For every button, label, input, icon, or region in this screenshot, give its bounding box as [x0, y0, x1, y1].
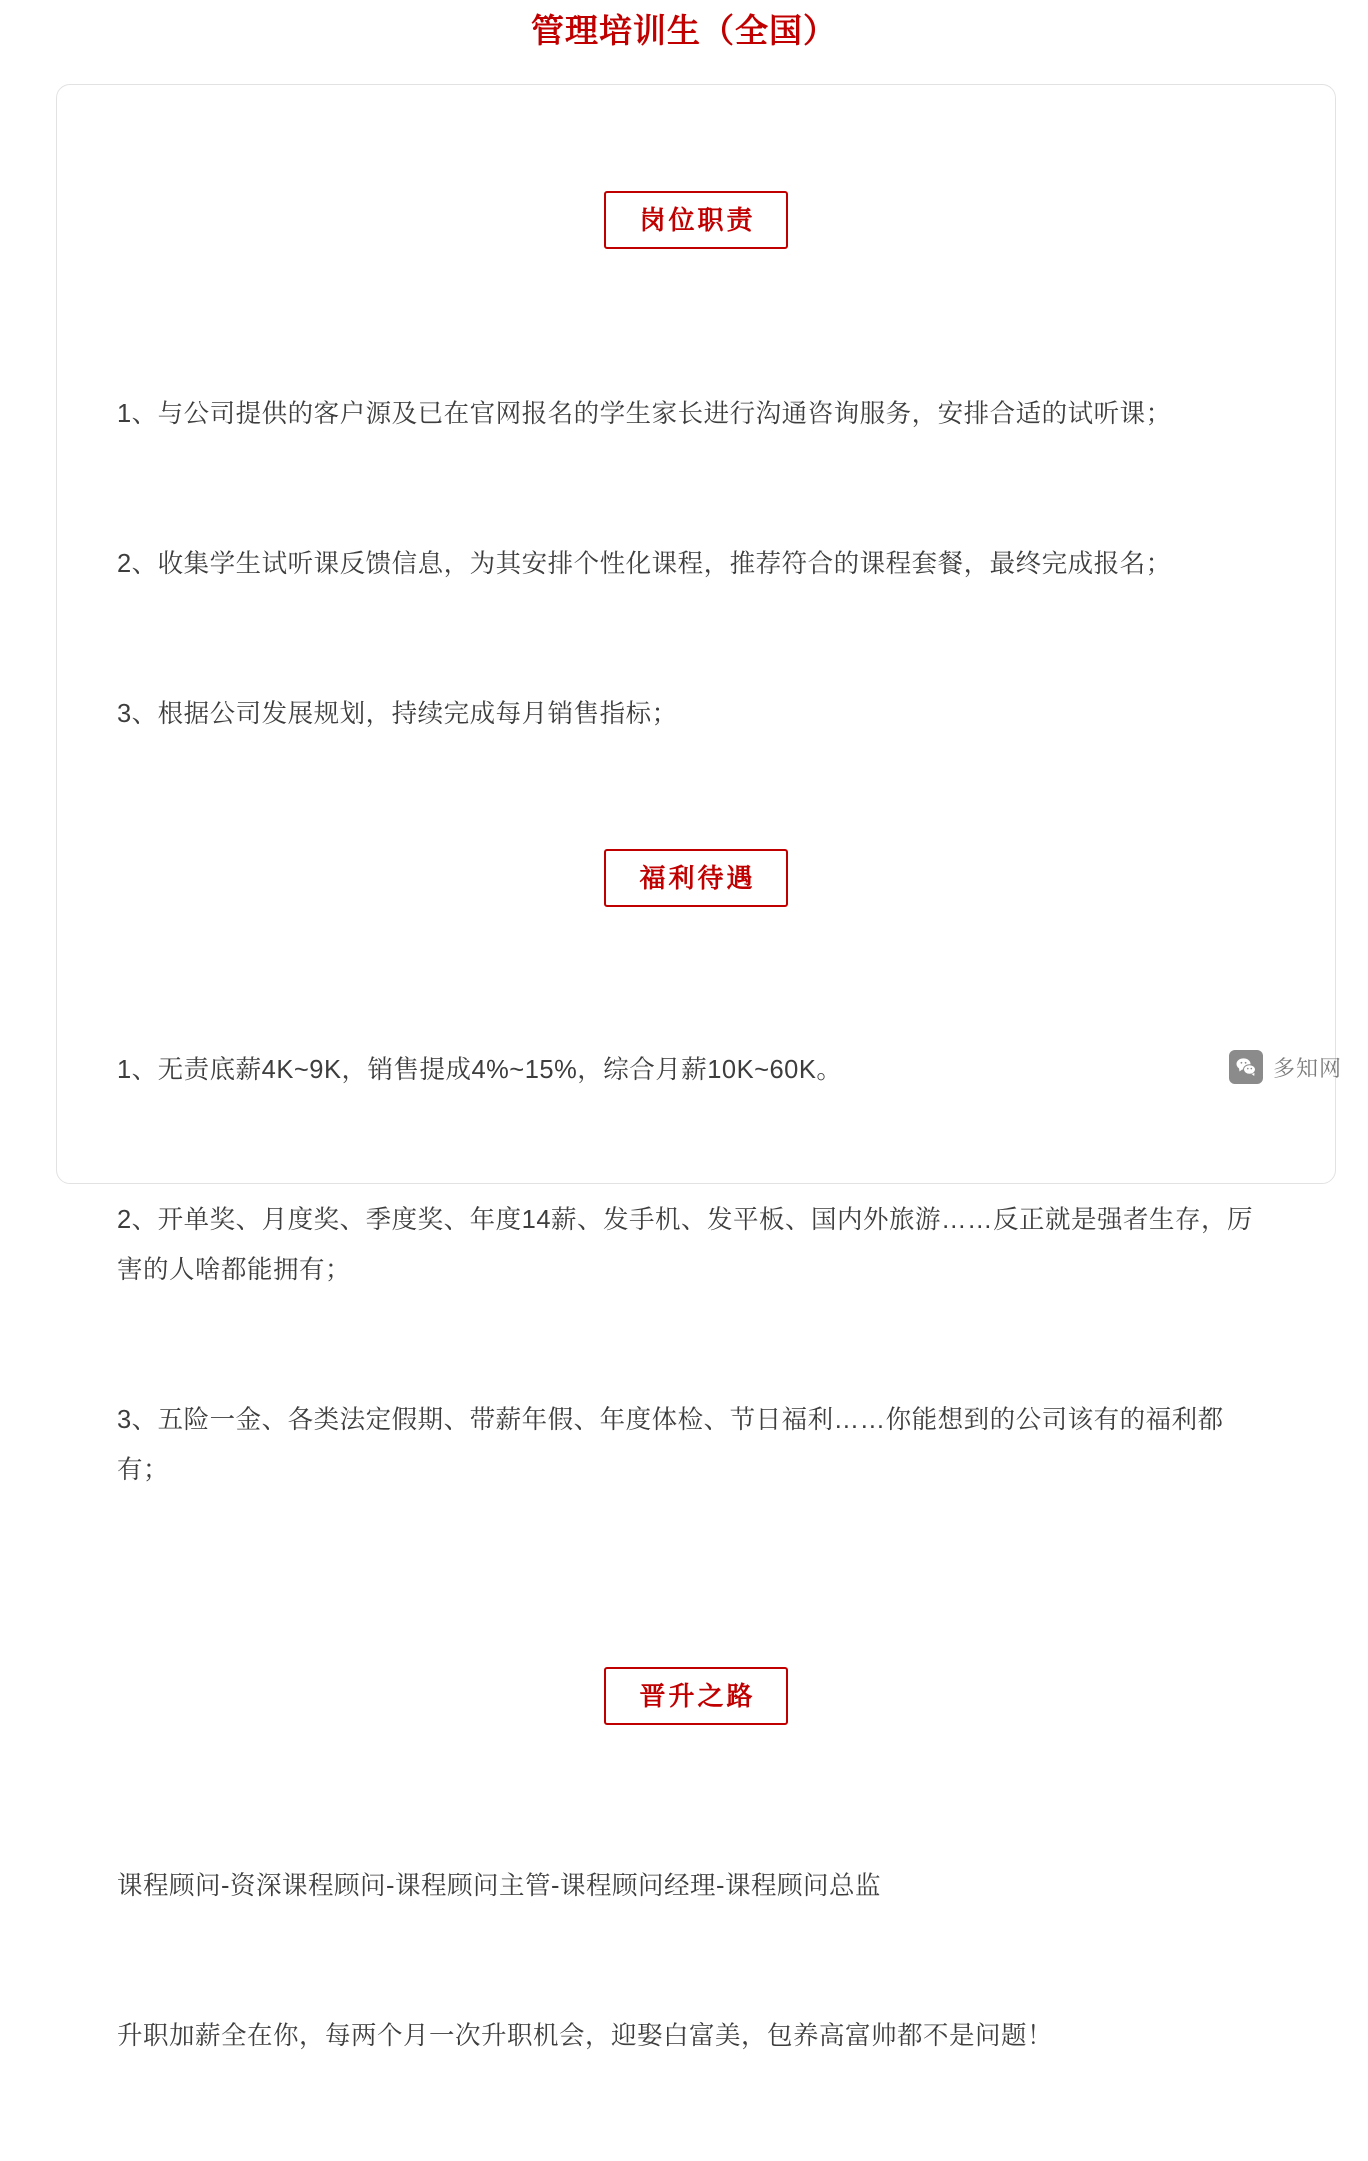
watermark-label: 多知网	[1272, 1055, 1342, 1081]
section-badge: 福利待遇	[604, 849, 787, 907]
body-line: 课程顾问-资深课程顾问-课程顾问主管-课程顾问经理-课程顾问总监	[117, 1872, 881, 1900]
body-line: 3、根据公司发展规划，持续完成每月销售指标；	[117, 700, 678, 728]
body-line: 2、开单奖、月度奖、季度奖、年度14薪、发手机、发平板、国内外旅游……反正就是强者生存，厉害的人啥都能拥有；	[117, 1206, 1254, 1284]
section-body-benefits	[117, 945, 1275, 1595]
section-badge: 晋升之路	[604, 1667, 787, 1725]
body-line: 1、无责底薪4K~9K，销售提成4%~15%，综合月薪10K~60K。	[117, 1056, 843, 1084]
page-title: 管理培训生（全国）	[531, 12, 837, 49]
body-line: 2、收集学生试听课反馈信息，为其安排个性化课程，推荐符合的课程套餐，最终完成报名；	[117, 550, 1172, 578]
watermark	[1229, 1050, 1342, 1084]
section-body-responsibilities	[117, 289, 1275, 839]
body-line: 升职加薪全在你，每两个月一次升职机会，迎娶白富美，包养高富帅都不是问题！	[117, 2022, 1054, 2050]
body-line: 1、与公司提供的客户源及已在官网报名的学生家长进行沟通咨询服务，安排合适的试听课；	[117, 400, 1172, 428]
body-line: 3、五险一金、各类法定假期、带薪年假、年度体检、节日福利……你能想到的公司该有的福利都有；	[117, 1406, 1224, 1484]
section-header-responsibilities	[117, 109, 1275, 249]
section-badge: 岗位职责	[604, 191, 787, 249]
job-description-card	[56, 84, 1336, 2050]
section-header-promotion	[117, 1595, 1275, 1725]
section-body-promotion	[117, 1761, 1275, 2161]
card-content	[57, 85, 1335, 2161]
section-header-benefits	[117, 839, 1275, 907]
wechat-icon	[1229, 1050, 1263, 1084]
